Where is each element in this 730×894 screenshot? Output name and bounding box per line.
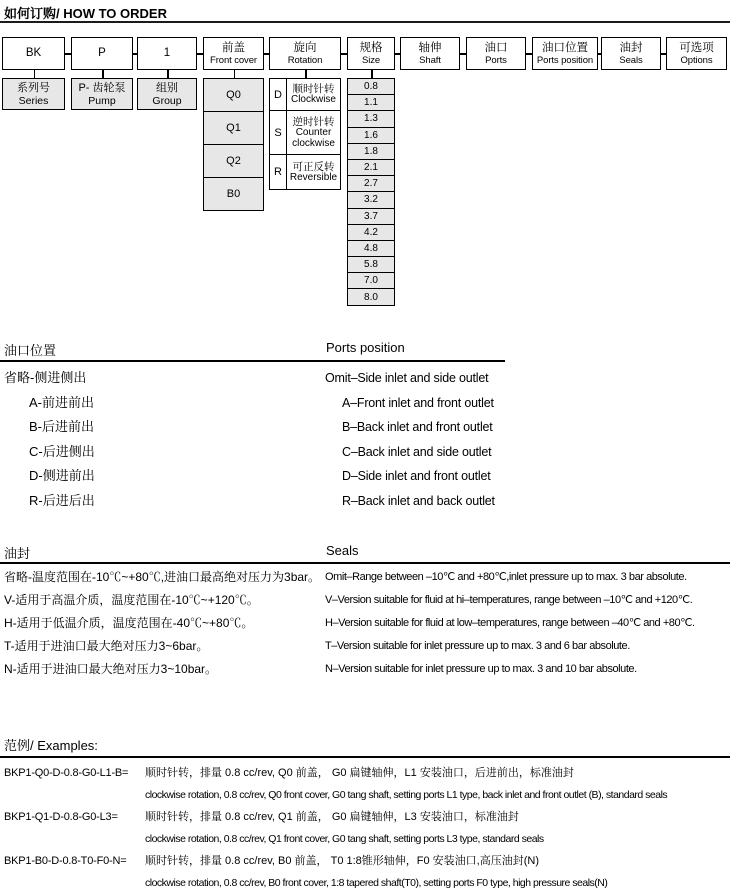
- order-field-label-zh-group: 1: [163, 47, 171, 60]
- order-field-label-zh-rotation: 旋向: [293, 41, 317, 54]
- order-field-box-series: [2, 37, 65, 70]
- connector-line: [371, 70, 373, 78]
- option-size-0.8: 0.8: [347, 78, 395, 95]
- sub-label-en-group: Group: [152, 94, 182, 107]
- seals-row: [0, 612, 730, 635]
- order-field-label-zh-ports: 油口: [484, 41, 508, 54]
- order-field-label-zh-size: 规格: [359, 41, 383, 54]
- option-front-cover-Q1: Q1: [203, 111, 264, 145]
- example-line-zh: [0, 806, 730, 828]
- order-field-box-front-cover: [203, 37, 264, 70]
- rotation-label-en-R: Reversible: [289, 171, 338, 183]
- row-text-zh: B-后进前出: [29, 419, 95, 434]
- rotation-code-D: D: [270, 79, 287, 110]
- row-text-zh: N-适用于进油口最大绝对压力3~10bar。: [4, 662, 218, 676]
- seals-row: [0, 566, 730, 589]
- rotation-row-R: [269, 154, 341, 190]
- examples-title: 范例/ Examples:: [4, 738, 98, 753]
- example-desc-en: clockwise rotation, 0.8 cc/rev, B0 front cover, 1:8 tapered shaft(T0), setting ports F0 type, high pressure seals(N): [145, 877, 608, 889]
- order-field-label-zh-shaft: 轴伸: [418, 41, 442, 54]
- ports-position-title-en: Ports position: [326, 340, 405, 355]
- connector-line: [234, 70, 236, 78]
- row-text-zh: V-适用于高温介质，温度范围在-10℃~+120℃。: [4, 593, 259, 607]
- examples-section: [0, 735, 730, 894]
- option-list-front-cover: [203, 78, 264, 211]
- row-text-zh: A-前进前出: [29, 394, 95, 410]
- example-item: [0, 762, 730, 806]
- order-field-box-group: [137, 37, 197, 70]
- option-size-7.0: 7.0: [347, 272, 395, 289]
- option-size-1.1: 1.1: [347, 94, 395, 111]
- section-divider: [0, 562, 730, 564]
- option-size-5.8: 5.8: [347, 256, 395, 273]
- sub-label-en-pump: Pump: [88, 94, 116, 107]
- connector-line: [34, 70, 36, 78]
- order-field-sub-group: [137, 78, 197, 110]
- order-field-box-size: [347, 37, 395, 70]
- option-front-cover-B0: B0: [203, 177, 264, 211]
- sub-label-zh-group: 组别: [156, 81, 178, 94]
- order-field-label-en-ports: Ports: [485, 54, 507, 66]
- row-text-zh: T-适用于进油口最大绝对压力3~6bar。: [4, 639, 209, 653]
- order-field-box-pump: [71, 37, 133, 70]
- rotation-label-zh-S: 逆时针转: [292, 115, 335, 128]
- option-front-cover-Q0: Q0: [203, 78, 264, 112]
- order-field-box-rotation: [269, 37, 341, 70]
- order-field-label-en-shaft: Shaft: [419, 54, 441, 66]
- row-text-zh: C-后进侧出: [29, 443, 95, 459]
- order-field-box-ports: [466, 37, 526, 70]
- example-item: [0, 850, 730, 894]
- option-size-2.1: 2.1: [347, 159, 395, 176]
- option-size-1.8: 1.8: [347, 143, 395, 160]
- connector-line: [305, 70, 307, 78]
- order-field-label-en-size: Size: [361, 54, 381, 66]
- sub-label-en-series: Series: [18, 94, 49, 107]
- example-desc-zh: 顺时针转，排量 0.8 cc/rev, Q1 前盖， G0 扁键轴伸，L3 安装油口，标准油封: [145, 811, 519, 823]
- example-line-zh: [0, 850, 730, 872]
- rotation-label-en-S: Counter clockwise: [292, 127, 335, 149]
- option-front-cover-Q2: Q2: [203, 144, 264, 178]
- rotation-code-R: R: [270, 155, 287, 189]
- order-field-label-zh-seals: 油封: [619, 41, 643, 54]
- order-field-sub-series: [2, 78, 65, 110]
- rotation-label-D: [287, 79, 340, 110]
- sub-label-zh-series: 系列号: [17, 81, 50, 94]
- row-text-en: B–Back inlet and front outlet: [342, 420, 493, 434]
- example-line-zh: [0, 762, 730, 784]
- row-text-en: T–Version suitable for inlet pressure up to max. 3 and 6 bar absolute.: [325, 640, 630, 652]
- ports-position-row: [0, 415, 730, 440]
- rotation-label-en-D: Clockwise: [290, 94, 336, 106]
- rotation-table: [269, 78, 341, 190]
- option-size-3.2: 3.2: [347, 191, 395, 208]
- option-list-size: [347, 78, 395, 306]
- order-field-label-en-rotation: Rotation: [287, 54, 323, 66]
- option-size-2.7: 2.7: [347, 175, 395, 192]
- seals-rows: [0, 566, 730, 681]
- order-field-box-ports-position: [532, 37, 598, 70]
- ports-position-row: [0, 440, 730, 465]
- rotation-label-zh-D: 顺时针转: [292, 83, 335, 96]
- ports-position-row: [0, 391, 730, 416]
- order-field-label-zh-options: 可选项: [679, 41, 714, 54]
- order-field-label-en-front-cover: Front cover: [210, 54, 257, 66]
- seals-row: [0, 635, 730, 658]
- order-field-label-zh-pump: P: [98, 47, 106, 60]
- connector-line: [102, 70, 104, 78]
- row-text-en: R–Back inlet and back outlet: [342, 493, 495, 508]
- seals-title-en: Seals: [326, 543, 359, 558]
- order-field-box-seals: [601, 37, 661, 70]
- sub-label-zh-pump: P- 齿轮泵: [78, 81, 126, 94]
- order-field-label-en-ports-position: Ports position: [536, 54, 594, 66]
- title-divider: [0, 21, 730, 23]
- seals-title-zh: 油封: [4, 546, 31, 561]
- page-title: 如何订购/ HOW TO ORDER: [4, 6, 167, 21]
- order-field-sub-pump: [71, 78, 133, 110]
- order-field-box-shaft: [400, 37, 460, 70]
- row-text-en: H–Version suitable for fluid at low–temperatures, range between –40℃ and +80℃.: [325, 617, 695, 629]
- ports-position-row: [0, 464, 730, 489]
- row-text-en: D–Side inlet and front outlet: [342, 469, 491, 483]
- rotation-label-R: [287, 155, 340, 189]
- option-size-1.6: 1.6: [347, 127, 395, 144]
- example-item: [0, 806, 730, 850]
- seals-row: [0, 589, 730, 612]
- rotation-label-S: [287, 111, 340, 154]
- row-text-zh: H-适用于低温介质，温度范围在-40℃~+80℃。: [4, 616, 254, 630]
- rotation-row-D: [269, 78, 341, 111]
- rotation-label-zh-R: 可正反转: [292, 160, 335, 173]
- row-text-en: Omit–Side inlet and side outlet: [325, 371, 489, 385]
- connector-line: [167, 70, 169, 78]
- option-size-8.0: 8.0: [347, 288, 395, 305]
- option-size-3.7: 3.7: [347, 208, 395, 225]
- order-field-label-zh-series: BK: [25, 47, 42, 60]
- rotation-code-S: S: [270, 111, 287, 154]
- order-field-label-zh-ports-position: 油口位置: [542, 41, 588, 54]
- order-field-label-en-options: Options: [680, 54, 713, 66]
- section-divider: [0, 360, 505, 362]
- row-text-zh: 省略-侧进侧出: [4, 370, 87, 385]
- examples-list: [0, 762, 730, 894]
- ports-position-row: [0, 366, 730, 391]
- order-code-diagram: [0, 37, 730, 315]
- example-code: BKP1-Q1-D-0.8-G0-L3=: [4, 811, 118, 823]
- order-field-label-en-seals: Seals: [619, 54, 643, 66]
- row-text-en: A–Front inlet and front outlet: [342, 395, 494, 410]
- example-code: BKP1-Q0-D-0.8-G0-L1-B=: [4, 767, 129, 779]
- row-text-en: V–Version suitable for fluid at hi–temperatures, range between –10℃ and +120℃.: [325, 594, 693, 606]
- option-size-4.8: 4.8: [347, 240, 395, 257]
- example-desc-zh: 顺时针转，排量 0.8 cc/rev, Q0 前盖， G0 扁键轴伸，L1 安装油口，后进前出，标准油封: [145, 767, 574, 779]
- order-field-box-options: [666, 37, 727, 70]
- ports-position-title-zh: 油口位置: [4, 343, 57, 358]
- row-text-en: Omit–Range between –10℃ and +80℃,inlet pressure up to max. 3 bar absolute.: [325, 571, 687, 583]
- option-size-4.2: 4.2: [347, 224, 395, 241]
- example-desc-en: clockwise rotation, 0.8 cc/rev, Q0 front cover, G0 tang shaft, setting ports L1 type, back inlet and front outlet (B), standard seals: [145, 789, 668, 801]
- row-text-zh: R-后进后出: [29, 492, 95, 508]
- option-size-1.3: 1.3: [347, 110, 395, 127]
- row-text-zh: 省略-温度范围在-10℃~+80℃,进油口最高绝对压力为3bar。: [4, 570, 321, 584]
- example-desc-zh: 顺时针转，排量 0.8 cc/rev, B0 前盖， T0 1:8锥形轴伸，F0 安装油口,高压油封(N): [145, 855, 540, 867]
- seals-row: [0, 658, 730, 681]
- seals-section: [0, 543, 730, 688]
- ports-position-section: [0, 340, 730, 515]
- rotation-row-S: [269, 110, 341, 155]
- row-text-en: C–Back inlet and side outlet: [342, 444, 492, 459]
- row-text-zh: D-侧进前出: [29, 468, 95, 483]
- section-divider: [0, 756, 730, 758]
- ports-position-row: [0, 489, 730, 514]
- row-text-en: N–Version suitable for inlet pressure up to max. 3 and 10 bar absolute.: [325, 663, 637, 675]
- order-field-label-zh-front-cover: 前盖: [222, 41, 245, 54]
- example-code: BKP1-B0-D-0.8-T0-F0-N=: [4, 855, 127, 867]
- ports-position-rows: [0, 366, 730, 513]
- example-desc-en: clockwise rotation, 0.8 cc/rev, Q1 front cover, G0 tang shaft, setting ports L3 type, standard seals: [145, 833, 544, 845]
